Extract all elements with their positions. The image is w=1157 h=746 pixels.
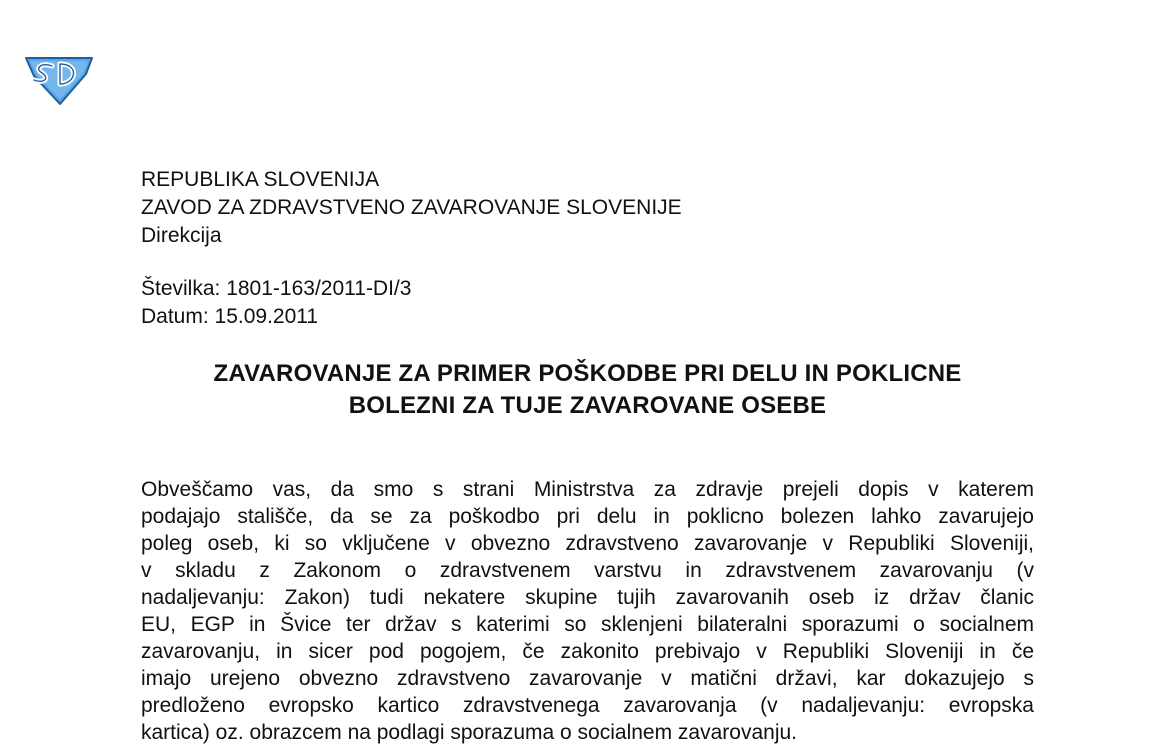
body-line: poleg oseb, ki so vključene v obvezno zdravstveno zavarovanje v Republiki Sloveniji, xyxy=(141,532,1034,555)
body-line: v skladu z Zakonom o zdravstvenem varstvu in zdravstvenem zavarovanju (v xyxy=(141,559,1034,582)
body-line: EU, EGP in Švice ter držav s katerimi so sklenjeni bilateralni sporazumi o socialnem xyxy=(141,613,1034,636)
body-line: Obveščamo vas, da smo s strani Ministrstva za zdravje prejeli dopis v katerem xyxy=(141,478,1034,501)
document-meta xyxy=(141,275,411,331)
document-date: Datum: 15.09.2011 xyxy=(141,305,319,328)
body-line: imajo urejeno obvezno zdravstveno zavarovanje v matični državi, kar dokazujejo s xyxy=(141,667,1034,690)
document-title xyxy=(141,358,1034,422)
body-line: nadaljevanju: Zakon) tudi nekatere skupine tujih zavarovanih oseb iz držav članic xyxy=(141,586,1034,609)
body-line: predloženo evropsko kartico zdravstvenega zavarovanja (v nadaljevanju: evropska xyxy=(141,694,1034,717)
body-line: kartica) oz. obrazcem na podlagi sporazuma o socialnem zavarovanju. xyxy=(141,721,797,744)
header-country: REPUBLIKA SLOVENIJA xyxy=(141,168,380,191)
document-number: Številka: 1801-163/2011-DI/3 xyxy=(141,277,412,300)
header-department: Direkcija xyxy=(141,224,222,247)
body-line: podajajo stališče, da se za poškodbo pri delu in poklicno bolezen lahko zavarujejo xyxy=(141,505,1034,528)
issuer-header xyxy=(141,166,682,250)
zzzs-logo-icon xyxy=(22,50,96,106)
document-body xyxy=(141,476,1034,746)
header-institution: ZAVOD ZA ZDRAVSTVENO ZAVAROVANJE SLOVENIJE xyxy=(141,196,682,219)
body-line: zavarovanju, in sicer pod pogojem, če zakonito prebivajo v Republiki Sloveniji in če xyxy=(141,640,1034,663)
document-title-line: ZAVAROVANJE ZA PRIMER POŠKODBE PRI DELU IN POKLICNE xyxy=(213,360,962,387)
document-title-line: BOLEZNI ZA TUJE ZAVAROVANE OSEBE xyxy=(348,392,827,419)
